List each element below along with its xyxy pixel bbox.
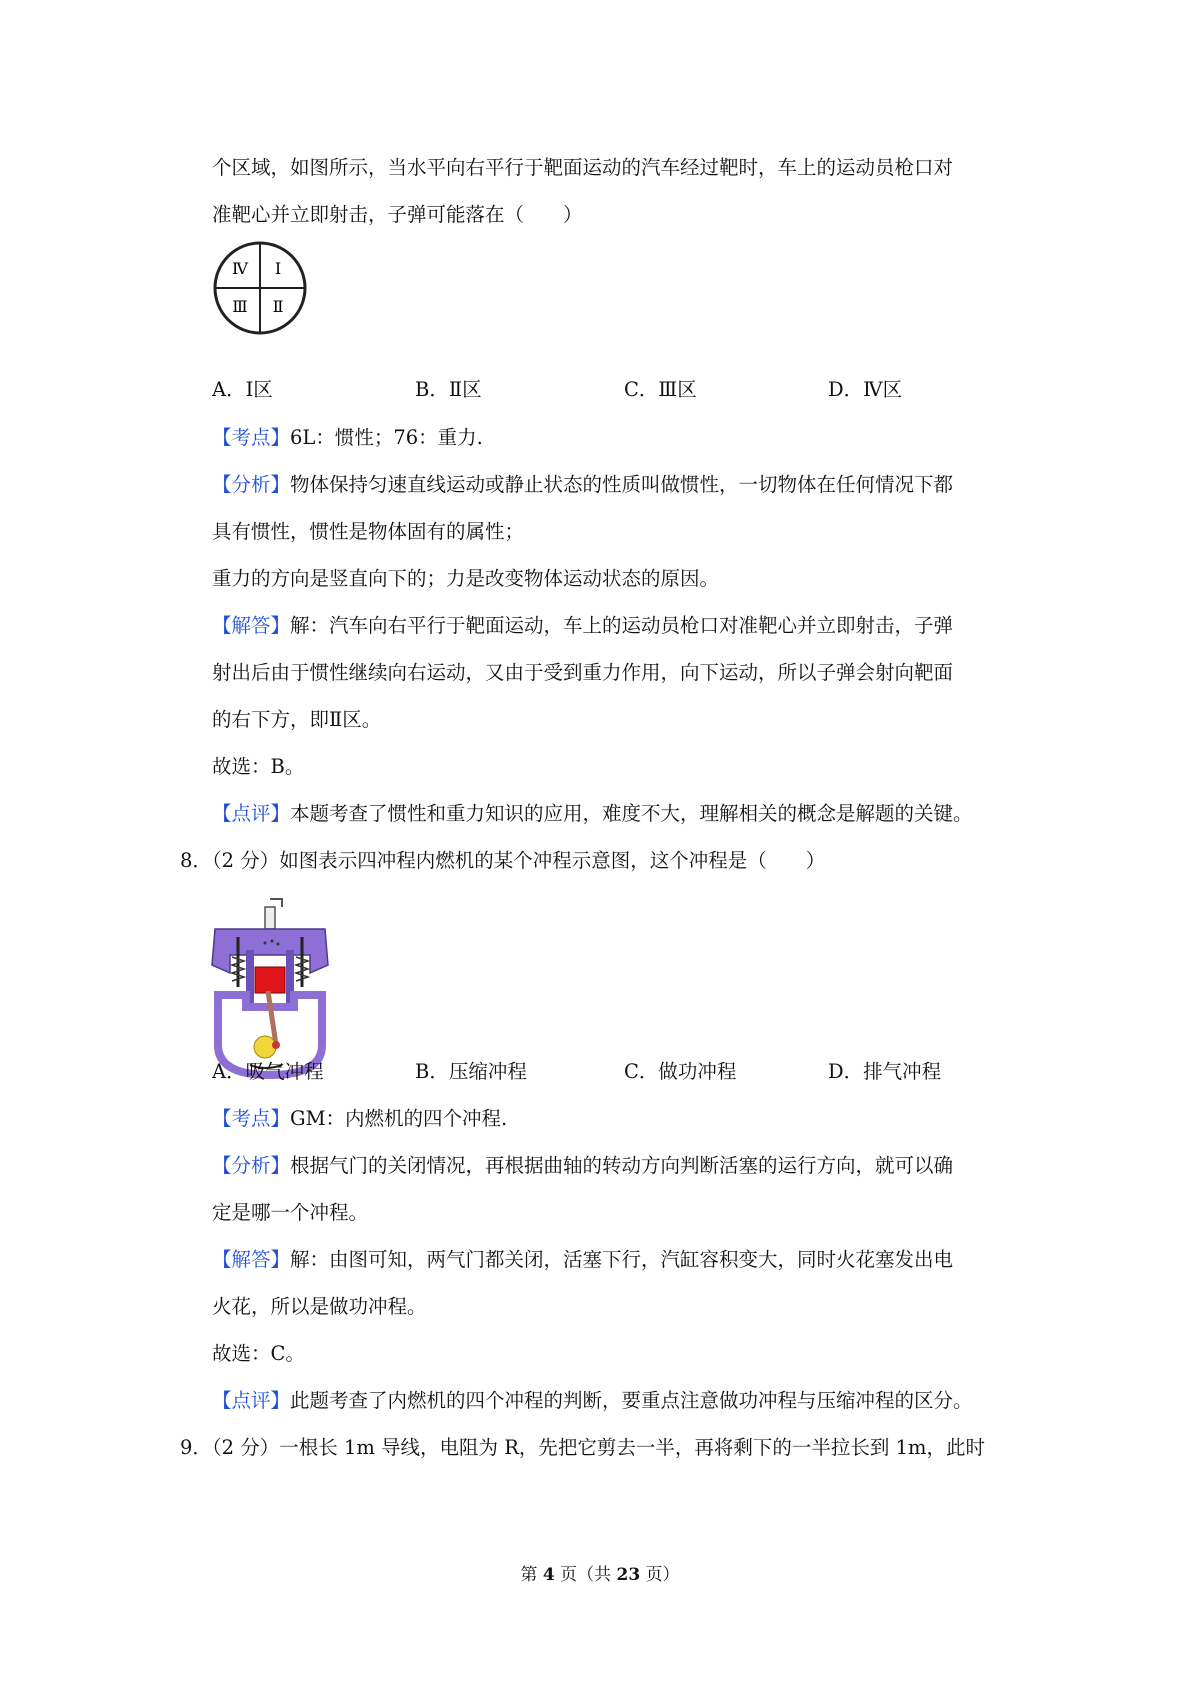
q8-answer: 故选：C。 <box>212 1342 305 1365</box>
q8-option-a: A．吸气冲程 <box>212 1060 324 1083</box>
footer-mid: 页（共 <box>560 1565 612 1585</box>
q7-stem-line2: 准靶心并立即射击，子弹可能落在（ ） <box>212 203 583 226</box>
q8-option-d: D．排气冲程 <box>828 1060 942 1083</box>
q7-option-d: D．Ⅳ区 <box>828 378 903 401</box>
q7-jieda-line2: 射出后由于惯性继续向右运动，又由于受到重力作用，向下运动，所以子弹会射向靶面 <box>212 661 954 684</box>
piston <box>255 967 285 993</box>
jieda-tag: 【解答】 <box>212 614 291 637</box>
q7-jieda-line1: 解：汽车向右平行于靶面运动，车上的运动员枪口对准靶心并立即射击，子弹 <box>290 614 954 637</box>
q8-jieda-line2: 火花，所以是做功冲程。 <box>212 1295 427 1318</box>
target-diagram <box>210 238 310 338</box>
q8-option-b: B．压缩冲程 <box>415 1060 527 1083</box>
q7-kaodian <box>212 423 483 453</box>
fenxi-tag: 【分析】 <box>212 1154 291 1177</box>
kaodian-tag: 【考点】 <box>212 426 291 449</box>
q8-kaodian-text: GM：内燃机的四个冲程. <box>290 1107 508 1130</box>
q7-fenxi-line3: 重力的方向是竖直向下的；力是改变物体运动状态的原因。 <box>212 567 720 590</box>
q7-dianping-text: 本题考查了惯性和重力知识的应用，难度不大，理解相关的概念是解题的关键。 <box>290 802 973 825</box>
dianping-tag: 【点评】 <box>212 1389 291 1412</box>
target-label-iii: Ⅲ <box>232 297 248 316</box>
q7-jieda-line3: 的右下方，即Ⅱ区。 <box>212 708 382 731</box>
q7-option-b: B．Ⅱ区 <box>415 378 482 401</box>
q8-dianping <box>212 1386 973 1416</box>
cylinder-head <box>212 929 328 973</box>
engine-diagram <box>210 895 330 1080</box>
page-footer <box>0 1560 1200 1585</box>
crank-pin <box>272 1041 280 1049</box>
q8-fenxi-line2: 定是哪一个冲程。 <box>212 1201 369 1224</box>
q7-stem-line1: 个区域，如图所示，当水平向右平行于靶面运动的汽车经过靶时，车上的运动员枪口对 <box>212 156 954 179</box>
footer-prefix: 第 <box>520 1565 538 1585</box>
spark-plug-wire <box>270 899 282 907</box>
spark-plug <box>265 907 275 929</box>
q7-fenxi <box>212 470 953 500</box>
target-label-ii: Ⅱ <box>272 297 284 316</box>
q8-fenxi-line1: 根据气门的关闭情况，再根据曲轴的转动方向判断活塞的运行方向，就可以确 <box>290 1154 954 1177</box>
q8-stem: 8．（2 分）如图表示四冲程内燃机的某个冲程示意图，这个冲程是（ ） <box>180 849 826 872</box>
q7-answer: 故选：B。 <box>212 755 305 778</box>
kaodian-tag: 【考点】 <box>212 1107 291 1130</box>
q9-stem: 9．（2 分）一根长 1m 导线，电阻为 R，先把它剪去一半，再将剩下的一半拉长到 1m，此时 <box>180 1436 986 1459</box>
q7-option-a: A．Ⅰ区 <box>212 378 273 401</box>
q7-jieda <box>212 611 953 641</box>
q8-jieda <box>212 1245 953 1275</box>
q8-dianping-text: 此题考查了内燃机的四个冲程的判断，要重点注意做功冲程与压缩冲程的区分。 <box>290 1389 973 1412</box>
q7-dianping <box>212 799 973 829</box>
footer-page-number: 4 <box>542 1565 555 1585</box>
fenxi-tag: 【分析】 <box>212 473 291 496</box>
q8-fenxi <box>212 1151 953 1181</box>
q7-option-c: C．Ⅲ区 <box>624 378 697 401</box>
q7-fenxi-line2: 具有惯性，惯性是物体固有的属性； <box>212 520 525 543</box>
q8-option-c: C．做功冲程 <box>624 1060 737 1083</box>
target-label-i: Ⅰ <box>274 259 282 278</box>
q8-kaodian <box>212 1104 507 1134</box>
footer-total-pages: 23 <box>616 1565 641 1585</box>
dianping-tag: 【点评】 <box>212 802 291 825</box>
footer-suffix: 页） <box>645 1565 680 1585</box>
jieda-tag: 【解答】 <box>212 1248 291 1271</box>
q7-fenxi-line1: 物体保持匀速直线运动或静止状态的性质叫做惯性，一切物体在任何情况下都 <box>290 473 954 496</box>
q8-jieda-line1: 解：由图可知，两气门都关闭，活塞下行，汽缸容积变大，同时火花塞发出电 <box>290 1248 954 1271</box>
q7-kaodian-text: 6L：惯性；76：重力. <box>290 426 483 449</box>
target-label-iv: Ⅳ <box>232 259 248 278</box>
